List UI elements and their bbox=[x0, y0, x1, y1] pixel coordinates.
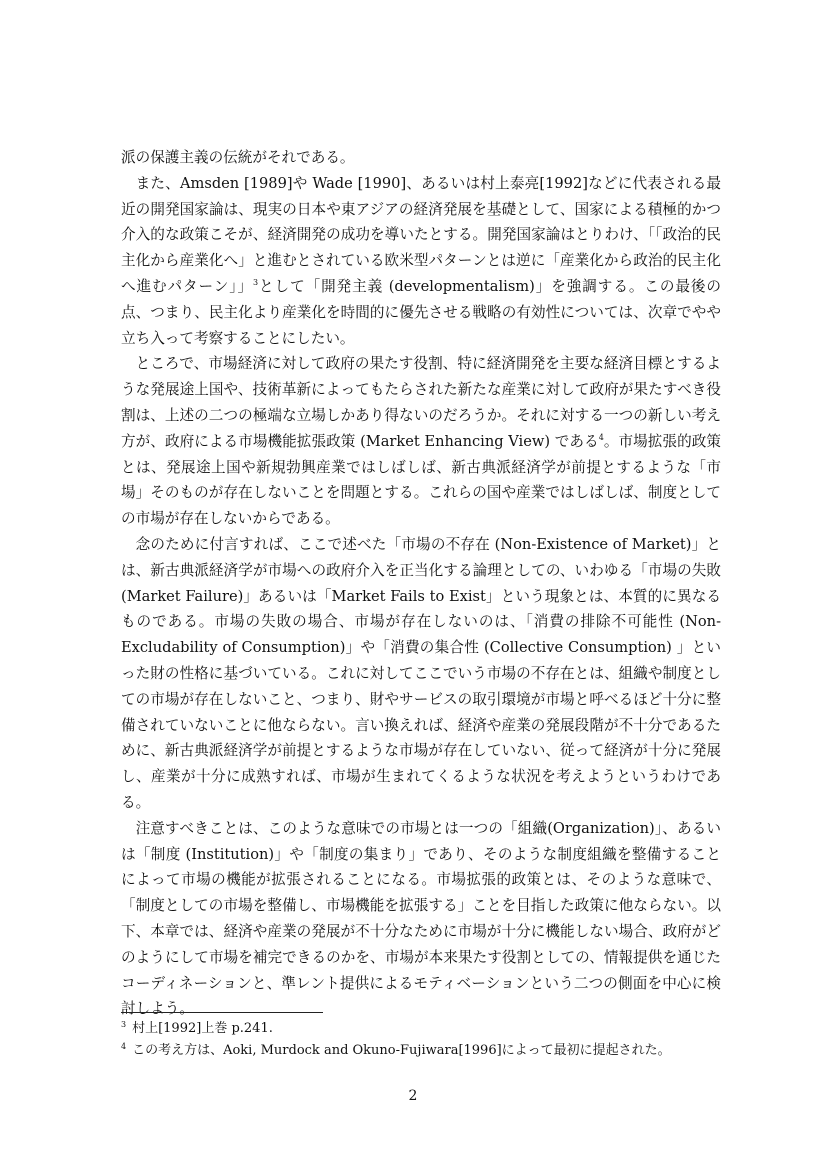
paragraph-text: として「開発主義 (developmentalism)」を強調する。この最後の点、つまり、民主化より産業化を時間的に優先させる戦略の有効性については、次章でやや立ち入って考察することにしたい。 bbox=[121, 277, 721, 347]
main-body-text bbox=[121, 145, 721, 1022]
footnote-item bbox=[121, 1018, 721, 1040]
footnotes-section bbox=[121, 1018, 721, 1062]
footnote-reference: 4 bbox=[598, 432, 604, 442]
footnote-text: 村上[1992]上巻 p.241. bbox=[132, 1021, 273, 1036]
body-paragraph bbox=[121, 351, 721, 532]
footnote-separator bbox=[121, 1012, 323, 1013]
body-paragraph bbox=[121, 145, 721, 171]
footnote-reference: 3 bbox=[253, 278, 259, 288]
paragraph-text: 念のために付言すれば、ここで述べた「市場の不存在 (Non-Existence of Market)」とは、新古典派経済学が市場への政府介入を正当化する論理としての、いわゆる「市場の失敗 (Market Failure)」あるいは「Market Fails to Exist」という現象とは、本質的に異なるものである。市場の失敗の場合、市場が存在しないのは、「消費の排除不可能性 (Non-Excludability of Consumption)」や「消費の集合性 (Collective Consumption) 」といった財の性格に基づいている。これに対してここでいう市場の不存在とは、組織や制度としての市場が存在しないこと、つまり、財やサービスの取引環境が市場と呼べるほど十分に整備されていないことに他ならない。言い換えれば、経済や産業の発展段階が不十分であるために、新古典派経済学が前提とするような市場が存在していない、従って経済が十分に発展し、産業が十分に成熟すれば、市場が生まれてくるような状況を考えようというわけである。 bbox=[121, 535, 721, 811]
footnote-mark: 3 bbox=[121, 1020, 127, 1029]
paragraph-text: ところで、市場経済に対して政府の果たす役割、特に経済開発を主要な経済目標とするような発展途上国や、技術革新によってもたらされた新たな産業に対して政府が果たすべき役割は、上述の二つの極端な立場しかあり得ないのだろうか。それに対する一つの新しい考え方が、政府による市場機能拡張政策 (Market Enhancing View) である bbox=[121, 355, 721, 450]
paragraph-text: 。市場拡張的政策とは、発展途上国や新規勃興産業ではしばしば、新古典派経済学が前提とするような「市場」そのものが存在しないことを問題とする。これらの国や産業ではしばしば、制度としての市場が存在しないからである。 bbox=[121, 432, 721, 528]
body-paragraph bbox=[121, 816, 721, 1022]
paragraph-text: 派の保護主義の伝統がそれである。 bbox=[121, 149, 355, 166]
body-paragraph bbox=[121, 532, 721, 816]
footnote-mark: 4 bbox=[121, 1042, 127, 1051]
page-number: 2 bbox=[408, 1088, 418, 1104]
footnote-text: この考え方は、Aoki, Murdock and Okuno-Fujiwara[1996]によって最初に提起された。 bbox=[132, 1043, 671, 1058]
paragraph-text: 注意すべきことは、このような意味での市場とは一つの「組織(Organization)」、あるいは「制度 (Institution)」や「制度の集まり」であり、そのような制度組織を整備することによって市場の機能が拡張されることになる。市場拡張的政策とは、そのような意味で、「制度としての市場を整備し、市場機能を拡張する」ことを目指した政策に他ならない。以下、本章では、経済や産業の発展が不十分なために市場が十分に機能しない場合、政府がどのようにして市場を補完できるのかを、市場が本来果たす役割としての、情報提供を通じたコーディネーションと、準レント提供によるモティベーションという二つの側面を中心に検討しよう。 bbox=[121, 819, 721, 1018]
paragraph-text: また、Amsden [1989]や Wade [1990]、あるいは村上泰亮[1992]などに代表される最近の開発国家論は、現実の日本や東アジアの経済発展を基礎として、国家による積極的かつ介入的な政策こそが、経済開発の成功を導いたとする。開発国家論はとりわけ、「「政治的民主化から産業化へ」と進むとされている欧米型パターンとは逆に「産業化から政治的民主化へ進むパターン」」 bbox=[121, 174, 721, 295]
body-paragraph bbox=[121, 171, 721, 352]
footnote-item bbox=[121, 1040, 721, 1062]
